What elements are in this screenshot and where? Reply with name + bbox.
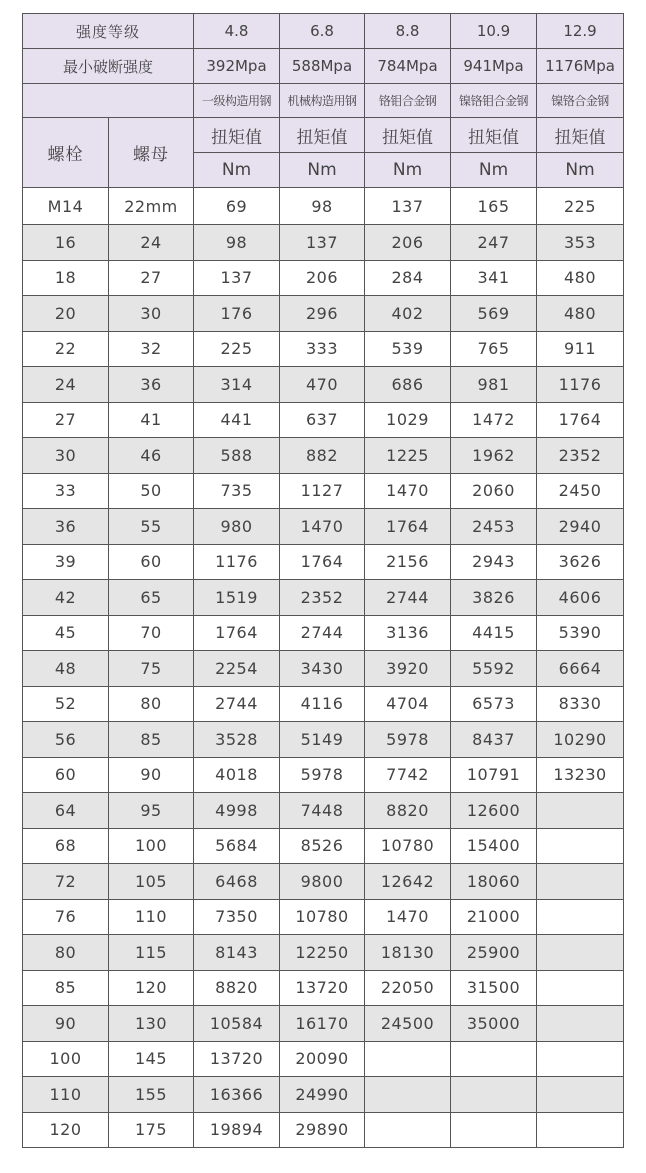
torque-value-cell: 8820	[194, 970, 280, 1006]
unit-cell: Nm	[365, 153, 451, 188]
torque-value-cell: 2744	[365, 580, 451, 616]
grade-cell: 12.9	[537, 14, 624, 49]
table-row	[23, 473, 624, 509]
torque-value-cell: 16366	[194, 1077, 280, 1113]
nut-size-cell: 85	[109, 722, 194, 758]
torque-value-cell: 20090	[280, 1041, 365, 1077]
nut-size-cell: 155	[109, 1077, 194, 1113]
torque-value-cell	[537, 1077, 624, 1113]
torque-value-cell: 206	[365, 225, 451, 261]
torque-value-cell: 8526	[280, 828, 365, 864]
material-cell: 镍铬钼合金钢	[451, 84, 537, 118]
torque-value-cell: 6573	[451, 686, 537, 722]
table-row	[23, 615, 624, 651]
torque-value-cell: 765	[451, 331, 537, 367]
torque-value-cell: 2060	[451, 473, 537, 509]
torque-value-cell: 686	[365, 367, 451, 403]
torque-value-cell	[537, 1006, 624, 1042]
table-row	[23, 722, 624, 758]
torque-value-cell: 24990	[280, 1077, 365, 1113]
torque-value-cell: 911	[537, 331, 624, 367]
torque-table	[22, 13, 624, 1148]
torque-value-cell: 284	[365, 260, 451, 296]
torque-value-cell: 12642	[365, 864, 451, 900]
nut-size-cell: 46	[109, 438, 194, 474]
torque-value-cell: 18060	[451, 864, 537, 900]
torque-value-cell: 6468	[194, 864, 280, 900]
table-row	[23, 1112, 624, 1148]
torque-value-cell: 569	[451, 296, 537, 332]
torque-value-cell: 6664	[537, 651, 624, 687]
torque-value-cell: 2943	[451, 544, 537, 580]
torque-value-cell: 137	[280, 225, 365, 261]
torque-value-cell: 5978	[365, 722, 451, 758]
torque-value-cell: 5149	[280, 722, 365, 758]
grade-cell: 6.8	[280, 14, 365, 49]
strength-label: 最小破断强度	[23, 49, 194, 84]
torque-value-cell: 5390	[537, 615, 624, 651]
table-row	[23, 935, 624, 971]
torque-value-cell: 2453	[451, 509, 537, 545]
nut-size-cell: 41	[109, 402, 194, 438]
torque-value-cell: 31500	[451, 970, 537, 1006]
bolt-size-cell: 39	[23, 544, 109, 580]
bolt-size-cell: 100	[23, 1041, 109, 1077]
torque-value-cell: 333	[280, 331, 365, 367]
nut-size-cell: 95	[109, 793, 194, 829]
torque-value-cell: 735	[194, 473, 280, 509]
nut-size-cell: 55	[109, 509, 194, 545]
nut-size-cell: 32	[109, 331, 194, 367]
torque-value-cell: 98	[194, 225, 280, 261]
grade-cell: 10.9	[451, 14, 537, 49]
torque-value-cell: 480	[537, 296, 624, 332]
torque-value-cell: 13720	[280, 970, 365, 1006]
torque-value-cell: 539	[365, 331, 451, 367]
torque-value-cell: 1764	[537, 402, 624, 438]
torque-value-cell: 1764	[365, 509, 451, 545]
torque-value-cell	[537, 864, 624, 900]
torque-value-cell: 3136	[365, 615, 451, 651]
material-cell: 一级构造用钢	[194, 84, 280, 118]
torque-value-cell: 1764	[194, 615, 280, 651]
torque-value-cell: 1225	[365, 438, 451, 474]
nut-size-cell: 22mm	[109, 188, 194, 225]
table-row	[23, 580, 624, 616]
torque-value-cell: 480	[537, 260, 624, 296]
table-row	[23, 544, 624, 580]
torque-value-cell: 441	[194, 402, 280, 438]
torque-value-cell: 22050	[365, 970, 451, 1006]
torque-value-cell	[537, 899, 624, 935]
torque-value-cell: 13720	[194, 1041, 280, 1077]
nut-size-cell: 145	[109, 1041, 194, 1077]
grade-cell: 8.8	[365, 14, 451, 49]
bolt-size-cell: 76	[23, 899, 109, 935]
table-row	[23, 970, 624, 1006]
torque-value-cell: 588	[194, 438, 280, 474]
torque-value-cell	[451, 1041, 537, 1077]
torque-value-cell	[537, 793, 624, 829]
strength-cell: 588Mpa	[280, 49, 365, 84]
table-row	[23, 367, 624, 403]
bolt-size-cell: 85	[23, 970, 109, 1006]
table-row	[23, 864, 624, 900]
torque-value-cell	[537, 970, 624, 1006]
torque-value-cell: 21000	[451, 899, 537, 935]
torque-value-cell: 314	[194, 367, 280, 403]
table-row	[23, 828, 624, 864]
torque-value-cell	[537, 1112, 624, 1148]
torque-value-cell: 19894	[194, 1112, 280, 1148]
bolt-size-cell: 18	[23, 260, 109, 296]
torque-value-cell: 1176	[194, 544, 280, 580]
bolt-size-cell: 22	[23, 331, 109, 367]
unit-cell: Nm	[537, 153, 624, 188]
torque-value-cell: 1470	[365, 899, 451, 935]
torque-value-cell: 5978	[280, 757, 365, 793]
torque-value-cell: 4998	[194, 793, 280, 829]
torque-value-cell: 3826	[451, 580, 537, 616]
torque-value-cell: 98	[280, 188, 365, 225]
table-row	[23, 260, 624, 296]
torque-value-cell	[365, 1041, 451, 1077]
table-row	[23, 757, 624, 793]
torque-value-cell: 225	[537, 188, 624, 225]
material-cell: 镍铬合金钢	[537, 84, 624, 118]
table-row	[23, 331, 624, 367]
strength-cell: 941Mpa	[451, 49, 537, 84]
bolt-header: 螺栓	[23, 118, 109, 188]
torque-value-cell: 882	[280, 438, 365, 474]
strength-cell: 1176Mpa	[537, 49, 624, 84]
bolt-size-cell: 16	[23, 225, 109, 261]
bolt-size-cell: 64	[23, 793, 109, 829]
nut-size-cell: 24	[109, 225, 194, 261]
torque-value-cell: 5684	[194, 828, 280, 864]
torque-value-cell: 10791	[451, 757, 537, 793]
torque-value-cell: 2744	[194, 686, 280, 722]
nut-size-cell: 100	[109, 828, 194, 864]
torque-label-row	[23, 118, 624, 153]
torque-value-cell: 341	[451, 260, 537, 296]
torque-value-cell: 137	[365, 188, 451, 225]
grade-cell: 4.8	[194, 14, 280, 49]
torque-value-cell: 176	[194, 296, 280, 332]
torque-value-cell: 10584	[194, 1006, 280, 1042]
torque-value-cell: 2352	[537, 438, 624, 474]
material-row	[23, 84, 624, 118]
bolt-size-cell: 80	[23, 935, 109, 971]
nut-size-cell: 27	[109, 260, 194, 296]
torque-value-cell: 3626	[537, 544, 624, 580]
torque-value-cell: 8143	[194, 935, 280, 971]
nut-size-cell: 65	[109, 580, 194, 616]
torque-value-cell: 1764	[280, 544, 365, 580]
torque-value-cell: 4116	[280, 686, 365, 722]
torque-value-cell: 7742	[365, 757, 451, 793]
torque-value-cell: 1519	[194, 580, 280, 616]
nut-header: 螺母	[109, 118, 194, 188]
torque-value-cell: 4415	[451, 615, 537, 651]
torque-value-cell: 5592	[451, 651, 537, 687]
torque-value-cell: 981	[451, 367, 537, 403]
nut-size-cell: 30	[109, 296, 194, 332]
table-row	[23, 509, 624, 545]
torque-value-cell: 9800	[280, 864, 365, 900]
strength-cell: 392Mpa	[194, 49, 280, 84]
grade-label: 强度等级	[23, 14, 194, 49]
nut-size-cell: 75	[109, 651, 194, 687]
torque-value-cell	[365, 1077, 451, 1113]
unit-cell: Nm	[280, 153, 365, 188]
torque-value-cell	[537, 828, 624, 864]
torque-value-cell: 1127	[280, 473, 365, 509]
nut-size-cell: 80	[109, 686, 194, 722]
torque-value-cell: 1029	[365, 402, 451, 438]
table-row	[23, 899, 624, 935]
torque-value-cell: 637	[280, 402, 365, 438]
table-row	[23, 1077, 624, 1113]
bolt-size-cell: 52	[23, 686, 109, 722]
table-row	[23, 296, 624, 332]
nut-size-cell: 130	[109, 1006, 194, 1042]
torque-value-cell: 4704	[365, 686, 451, 722]
torque-value-cell: 10780	[280, 899, 365, 935]
torque-value-cell: 2450	[537, 473, 624, 509]
torque-value-cell: 2352	[280, 580, 365, 616]
unit-cell: Nm	[194, 153, 280, 188]
torque-value-cell: 165	[451, 188, 537, 225]
torque-value-cell: 35000	[451, 1006, 537, 1042]
nut-size-cell: 60	[109, 544, 194, 580]
bolt-size-cell: 24	[23, 367, 109, 403]
bolt-size-cell: M14	[23, 188, 109, 225]
nut-size-cell: 110	[109, 899, 194, 935]
material-cell: 铬钼合金钢	[365, 84, 451, 118]
torque-value-cell: 12600	[451, 793, 537, 829]
torque-value-cell: 1962	[451, 438, 537, 474]
bolt-size-cell: 42	[23, 580, 109, 616]
table-row	[23, 686, 624, 722]
torque-value-cell	[451, 1112, 537, 1148]
nut-size-cell: 115	[109, 935, 194, 971]
table-row	[23, 438, 624, 474]
torque-value-cell: 3528	[194, 722, 280, 758]
bolt-size-cell: 120	[23, 1112, 109, 1148]
table-row	[23, 1006, 624, 1042]
material-blank-cell	[23, 84, 194, 118]
torque-value-cell: 980	[194, 509, 280, 545]
torque-value-cell: 25900	[451, 935, 537, 971]
table-row	[23, 1041, 624, 1077]
table-row	[23, 793, 624, 829]
nut-size-cell: 36	[109, 367, 194, 403]
torque-value-cell: 8820	[365, 793, 451, 829]
bolt-size-cell: 27	[23, 402, 109, 438]
nut-size-cell: 70	[109, 615, 194, 651]
nut-size-cell: 120	[109, 970, 194, 1006]
torque-value-cell	[537, 1041, 624, 1077]
nut-size-cell: 90	[109, 757, 194, 793]
torque-value-cell	[365, 1112, 451, 1148]
torque-value-cell: 2254	[194, 651, 280, 687]
torque-value-cell: 3920	[365, 651, 451, 687]
torque-value-cell: 13230	[537, 757, 624, 793]
torque-value-cell: 1176	[537, 367, 624, 403]
torque-value-cell: 7350	[194, 899, 280, 935]
table-row	[23, 402, 624, 438]
torque-value-cell	[451, 1077, 537, 1113]
torque-value-cell: 24500	[365, 1006, 451, 1042]
bolt-size-cell: 36	[23, 509, 109, 545]
table-row	[23, 651, 624, 687]
torque-value-cell: 3430	[280, 651, 365, 687]
torque-value-cell: 206	[280, 260, 365, 296]
torque-value-cell: 470	[280, 367, 365, 403]
bolt-size-cell: 110	[23, 1077, 109, 1113]
torque-value-cell: 29890	[280, 1112, 365, 1148]
strength-row	[23, 49, 624, 84]
torque-value-cell: 4606	[537, 580, 624, 616]
torque-label-cell: 扭矩值	[194, 118, 280, 153]
torque-label-cell: 扭矩值	[280, 118, 365, 153]
torque-value-cell: 402	[365, 296, 451, 332]
nut-size-cell: 175	[109, 1112, 194, 1148]
bolt-size-cell: 56	[23, 722, 109, 758]
torque-value-cell: 137	[194, 260, 280, 296]
torque-value-cell: 69	[194, 188, 280, 225]
torque-value-cell: 225	[194, 331, 280, 367]
bolt-size-cell: 20	[23, 296, 109, 332]
torque-value-cell: 10780	[365, 828, 451, 864]
torque-value-cell: 12250	[280, 935, 365, 971]
torque-label-cell: 扭矩值	[451, 118, 537, 153]
bolt-size-cell: 30	[23, 438, 109, 474]
bolt-size-cell: 33	[23, 473, 109, 509]
bolt-size-cell: 72	[23, 864, 109, 900]
torque-value-cell: 4018	[194, 757, 280, 793]
torque-value-cell: 1472	[451, 402, 537, 438]
torque-label-cell: 扭矩值	[537, 118, 624, 153]
bolt-size-cell: 48	[23, 651, 109, 687]
torque-value-cell: 15400	[451, 828, 537, 864]
bolt-size-cell: 68	[23, 828, 109, 864]
bolt-size-cell: 90	[23, 1006, 109, 1042]
torque-value-cell: 2156	[365, 544, 451, 580]
torque-label-cell: 扭矩值	[365, 118, 451, 153]
torque-value-cell: 8330	[537, 686, 624, 722]
torque-value-cell: 8437	[451, 722, 537, 758]
grade-row	[23, 14, 624, 49]
material-cell: 机械构造用钢	[280, 84, 365, 118]
torque-value-cell: 247	[451, 225, 537, 261]
nut-size-cell: 105	[109, 864, 194, 900]
torque-value-cell: 1470	[365, 473, 451, 509]
bolt-size-cell: 45	[23, 615, 109, 651]
table-row	[23, 225, 624, 261]
torque-value-cell: 2744	[280, 615, 365, 651]
torque-value-cell: 18130	[365, 935, 451, 971]
nut-size-cell: 50	[109, 473, 194, 509]
torque-value-cell	[537, 935, 624, 971]
table-row	[23, 188, 624, 225]
torque-value-cell: 1470	[280, 509, 365, 545]
torque-value-cell: 2940	[537, 509, 624, 545]
torque-value-cell: 353	[537, 225, 624, 261]
torque-value-cell: 296	[280, 296, 365, 332]
bolt-size-cell: 60	[23, 757, 109, 793]
unit-cell: Nm	[451, 153, 537, 188]
torque-value-cell: 10290	[537, 722, 624, 758]
torque-value-cell: 7448	[280, 793, 365, 829]
torque-value-cell: 16170	[280, 1006, 365, 1042]
strength-cell: 784Mpa	[365, 49, 451, 84]
